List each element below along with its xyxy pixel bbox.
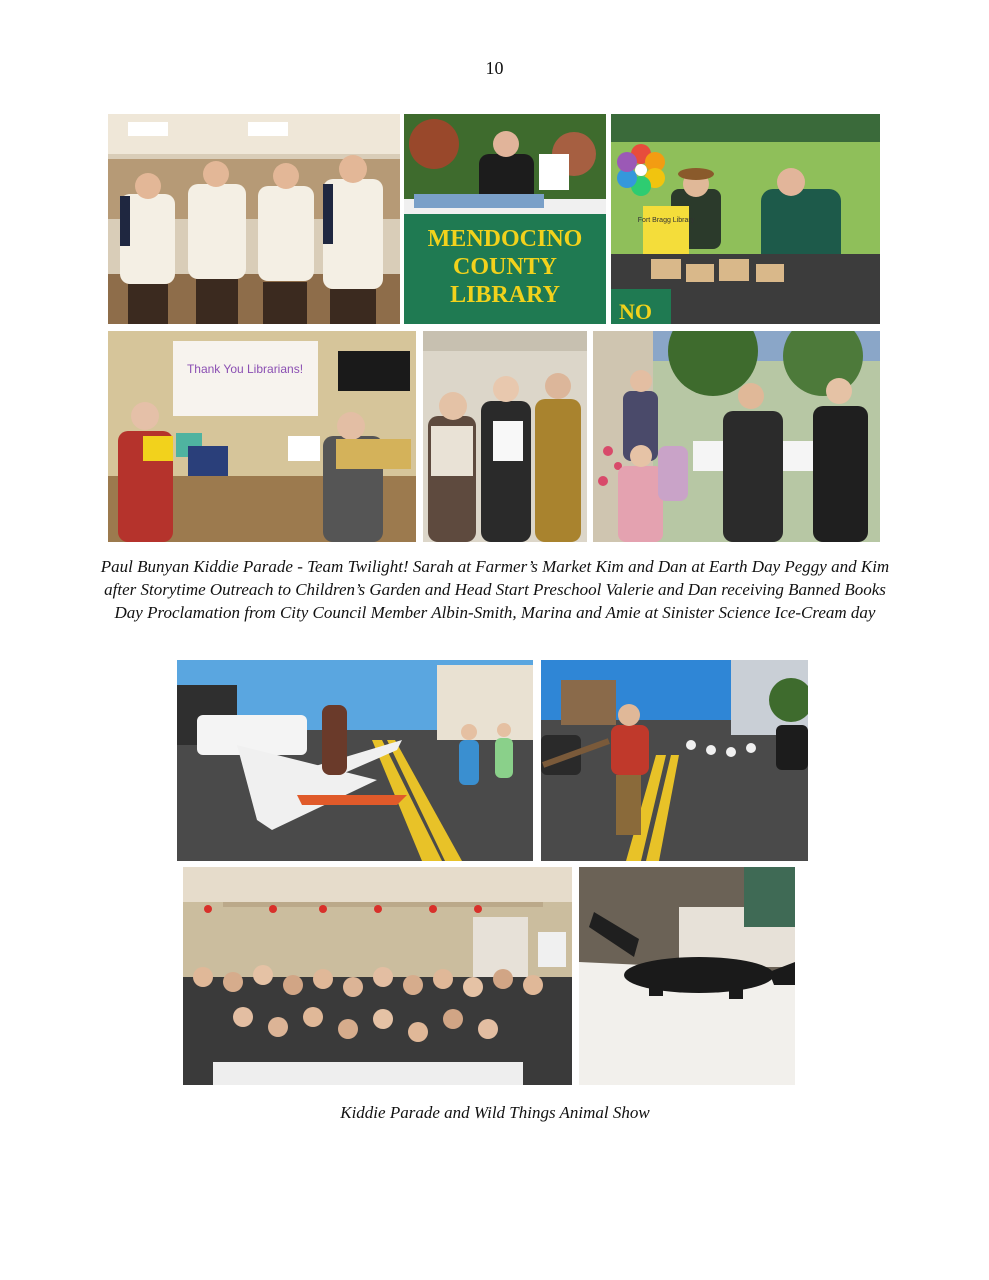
photo-banned-books-proclamation — [423, 331, 587, 542]
photo-wild-things-audience — [183, 867, 572, 1085]
fort-bragg-sign: Fort Bragg Library — [637, 217, 695, 224]
caption-top: Paul Bunyan Kiddie Parade - Team Twilight! Sarah at Farmer’s Market Kim and Dan at Earth Day Peggy and Kim after Storytime Outreach to Children’s Garden and Head Start Preschool Valerie and Dan receiving Banned Books Day Proclamation from City Council Member Albin-Smith, Marina and Amie at Sinister Science Ice-Cream day — [100, 557, 890, 622]
photo-sinister-science — [593, 331, 880, 542]
photo-kiddie-parade-plane — [177, 660, 533, 861]
thank-you-poster: Thank You Librarians! — [186, 362, 304, 376]
banner-line-2: COUNTY — [452, 254, 558, 280]
banner-line-1: MENDOCINO — [427, 226, 583, 252]
photo-team-twilight — [108, 114, 400, 324]
photo-storytime-outreach — [108, 331, 416, 542]
photo-farmers-market — [404, 114, 606, 324]
photo-kiddie-parade-lumberjack — [541, 660, 808, 861]
table-banner-fragment: NO — [619, 299, 652, 324]
page-number: 10 — [485, 58, 504, 78]
photo-earth-day — [611, 114, 880, 324]
caption-bottom: Kiddie Parade and Wild Things Animal Show — [340, 1103, 650, 1122]
banner-line-3: LIBRARY — [450, 282, 560, 308]
photo-alligator — [579, 867, 795, 1085]
